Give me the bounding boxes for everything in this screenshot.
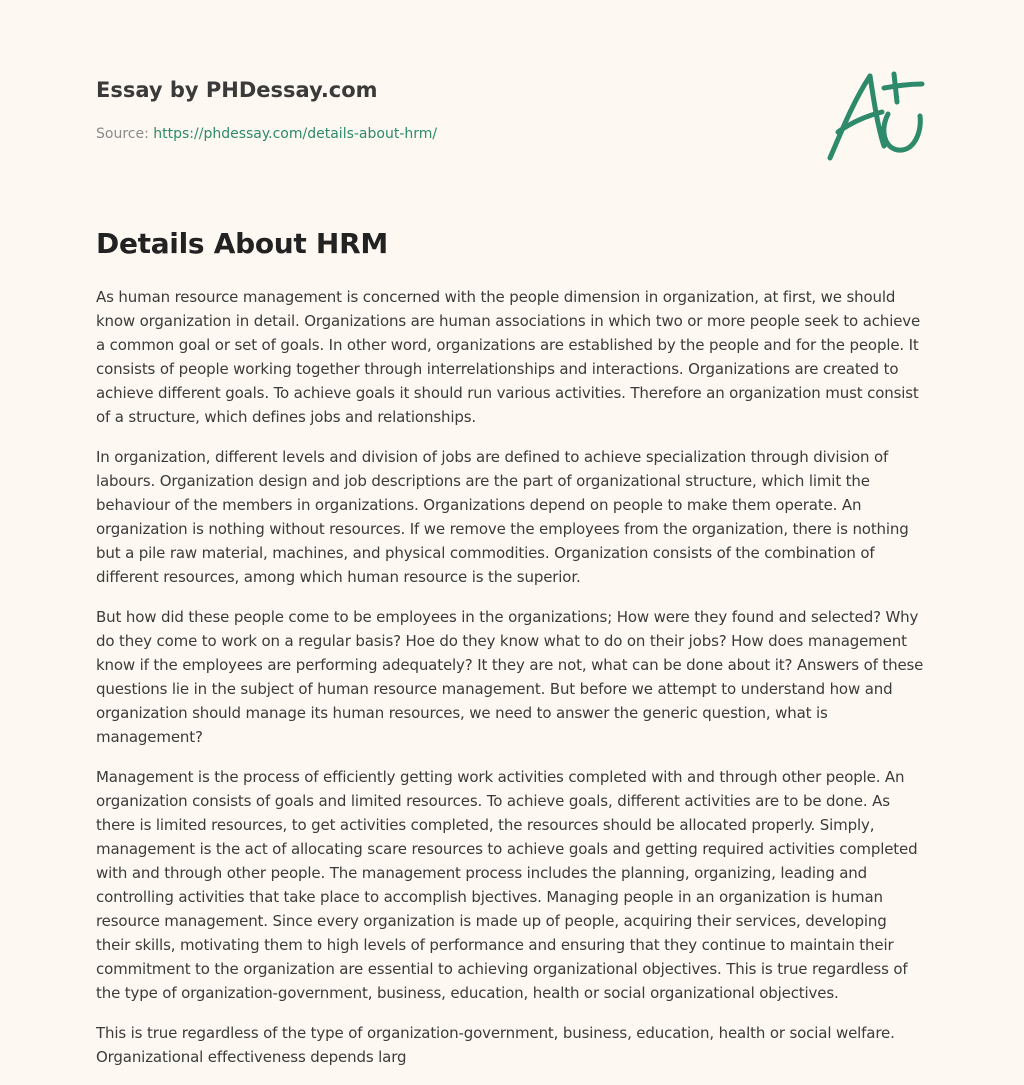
source-label: Source: (96, 126, 149, 142)
article-body (96, 285, 924, 1085)
article-title: Details About HRM (96, 227, 388, 260)
paragraph: In organization, different levels and division of jobs are defined to achieve specialization through division of labours. Organization design and job descriptions are the part of organizational structure, which limit the behaviour of the members in organizations. Organizations depend on people to make them operate. An organization is nothing without resources. If we remove the employees from the organization, there is nothing but a pile raw material, machines, and physical commodities. Organization consists of the combination of different resources, among which human resource is the superior. (96, 448, 909, 586)
site-brand: Essay by PHDessay.com (96, 78, 378, 102)
a-plus-logo-icon (822, 68, 928, 164)
paragraph: This is true regardless of the type of organization-government, business, education, health or social welfare. Organizational effectiveness depends larg (96, 1024, 895, 1066)
paragraph: Management is the process of efficiently getting work activities completed with and through other people. An organization consists of goals and limited resources. To achieve goals, different activities are to be done. As there is limited resources, to get activities completed, the resources should be allocated properly. Simply, management is the act of allocating scare resources to achieve goals and getting required activities completed with and through other people. The management process includes the planning, organizing, leading and controlling activities that take place to accomplish bjectives. Managing people in an organization is human resource management. Since every organization is made up of people, acquiring their services, developing their skills, motivating them to high levels of performance and ensuring that they continue to maintain their commitment to the organization are essential to achieving organizational objectives. This is true regardless of the type of organization-government, business, education, health or social organizational objectives. (96, 768, 918, 1002)
essay-header (96, 76, 796, 144)
source-link[interactable]: https://phdessay.com/details-about-hrm/ (153, 126, 438, 142)
paragraph: But how did these people come to be employees in the organizations; How were they found and selected? Why do they come to work on a regular basis? Hoe do they know what to do on their jobs? How does management know if the employees are performing adequately? It they are not, what can be done about it? Answers of these questions lie in the subject of human resource management. But before we attempt to understand how and organization should manage its human resources, we need to answer the generic question, what is management? (96, 608, 924, 746)
paragraph: As human resource management is concerned with the people dimension in organization, at first, we should know organization in detail. Organizations are human associations in which two or more people seek to achieve a common goal or set of goals. In other word, organizations are established by the people and for the people. It consists of people working together through interrelationships and interactions. Organizations are created to achieve different goals. To achieve goals it should run various activities. Therefore an organization must consist of a structure, which defines jobs and relationships. (96, 288, 921, 426)
source-line (96, 124, 796, 144)
